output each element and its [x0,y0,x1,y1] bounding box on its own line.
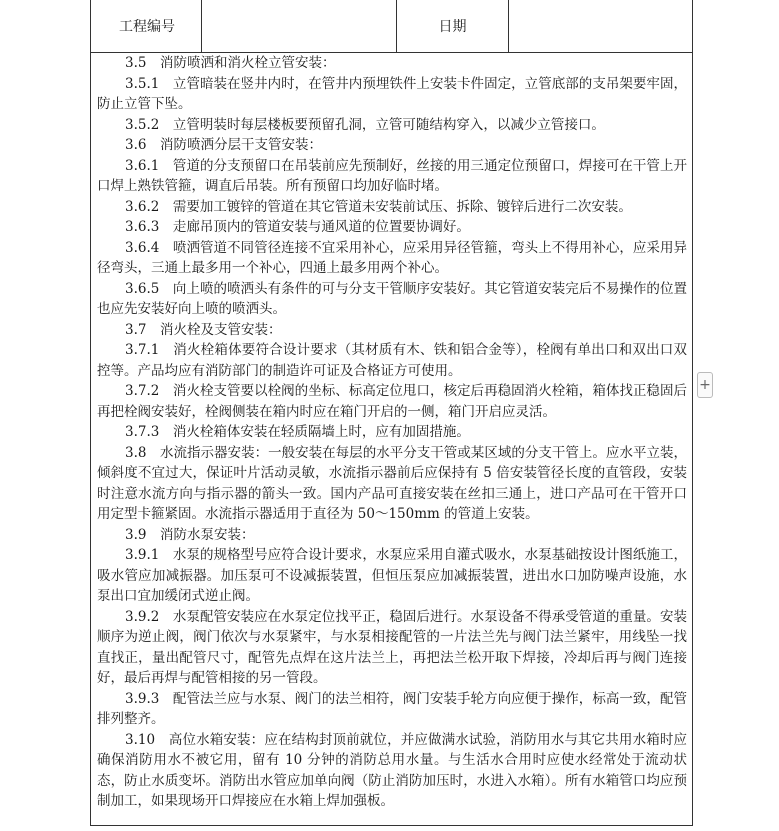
paragraph: 3.6.3 走廊吊顶内的管道安装与通风道的位置要协调好。 [125,219,470,235]
paragraph: 3.10 高位水箱安装：应在结构封顶前就位，并应做满水试验，消防用水与其它共用水箱时应确保消防用水不被它用，留有 10 分钟的消防总用水量。与生活水合用时应使水经常处于流动状态，防止水质变坏。消防出水管应加单向阀（防止消防加压时，水进入水箱）。所有水箱管口均应预制加工，如果现场开口焊接应在水箱上焊加强板。 [97,731,687,809]
paragraph: 3.7.3 消火栓箱体安装在轻质隔墙上时，应有加固措施。 [125,424,470,440]
paragraph: 3.6.2 需要加工镀锌的管道在其它管道未安装前试压、拆除、镀锌后进行二次安装。 [125,198,632,215]
paragraph: 3.7 消火栓及支管安装： [125,321,282,338]
paragraph: 3.5 消防喷洒和消火栓立管安装： [125,55,336,71]
paragraph: 3.6.4 喷洒管道不同管径连接不宜采用补心，应采用异径管箍，弯头上不得用补心，应采用异径弯头，三通上最多用一个补心，四通上最多用两个补心。 [97,239,687,276]
paragraph: 3.6 消防喷洒分层干支管安装： [125,137,322,153]
date-value [509,0,694,52]
document-sheet [90,0,693,826]
paragraph: 3.6.5 向上喷的喷洒头有条件的可与分支干管顺序安装好。其它管道安装完后不易操作的位置也应先安装好向上喷的喷洒头。 [97,280,687,317]
paragraph: 3.5.1 立管暗装在竖井内时，在管井内预埋铁件上安装卡件固定，立管底部的支吊架要牢固，防止立管下坠。 [97,75,687,112]
paragraph: 3.6.1 管道的分支预留口在吊装前应先预制好，丝接的用三通定位预留口，焊接可在干管上开口焊上熟铁管箍，调直后吊装。所有预留口均加好临时堵。 [97,157,687,194]
project-no-value [202,0,397,52]
paragraph: 3.7.1 消火栓箱体要符合设计要求（其材质有木、铁和铝合金等），栓阀有单出口和双出口双控等。产品均应有消防部门的制造许可证及合格证方可使用。 [97,342,687,379]
document-body [97,53,687,812]
paragraph: 3.9.2 水泵配管安装应在水泵定位找平正，稳固后进行。水泵设备不得承受管道的重量。安装顺序为逆止阀，阀门依次与水泵紧牢，与水泵相接配管的一片法兰先与阀门法兰紧牢，用线坠一找直找正，量出配管尺寸，配管先点焊在这片法兰上，再把法兰松开取下焊接，冷却后再与阀门连接好，最后再焊与配管相接的另一管段。 [97,608,687,686]
paragraph: 3.8 水流指示器安装：一般安装在每层的水平分支干管或某区域的分支干管上。应水平立装，倾斜度不宜过大，保证叶片活动灵敏，水流指示器前后应保持有 5 倍安装管径长度的直管段，安装时注意水流方向与指示器的箭头一致。国内产品可直接安装在丝扣三通上，进口产品可在干管开口用定型卡箍紧固。水流指示器适用于直径为 50～150mm 的管道上安装。 [97,444,687,522]
paragraph: 3.7.2 消火栓支管要以栓阀的坐标、标高定位甩口，核定后再稳固消火栓箱，箱体找正稳固后再把栓阀安装好，栓阀侧装在箱内时应在箱门开启的一侧，箱门开启应灵活。 [97,383,687,420]
paragraph: 3.9.3 配管法兰应与水泵、阀门的法兰相符，阀门安装手轮方向应便于操作，标高一致，配管排列整齐。 [97,690,687,727]
paragraph: 3.9.1 水泵的规格型号应符合设计要求，水泵应采用自灌式吸水，水泵基础按设计图纸施工，吸水管应加减振器。加压泵可不设减振装置，但恒压泵应加减振装置，进出水口加防噪声设施，水泵出口宜加缓闭式逆止阀。 [97,547,687,604]
paragraph: 3.9 消防水泵安装： [125,526,255,543]
add-row-button[interactable]: + [697,372,713,398]
paragraph: 3.5.2 立管明装时每层楼板要预留孔洞，立管可随结构穿入，以减少立管接口。 [125,116,605,133]
date-label: 日期 [397,0,509,52]
header-table [91,0,692,53]
project-no-label: 工程编号 [91,0,202,52]
